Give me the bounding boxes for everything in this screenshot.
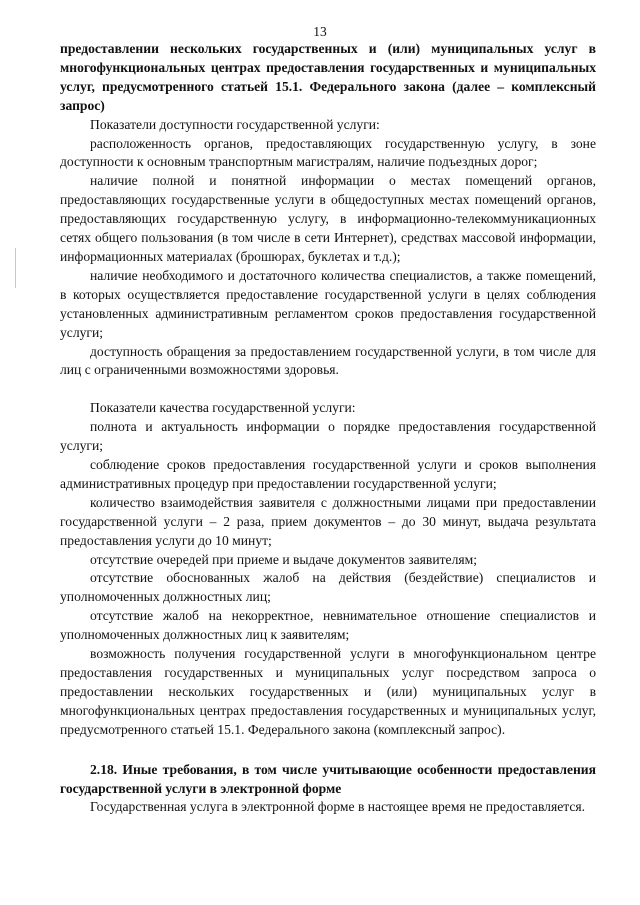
quality-item: отсутствие жалоб на некорректное, невнимательное отношение специалистов и уполномоченных должностных лиц к заявителям; [60, 608, 596, 643]
accessibility-heading: Показатели доступности государственной услуги: [90, 116, 380, 132]
quality-item: полнота и актуальность информации о порядке предоставления государственной услуги; [60, 419, 596, 454]
intro-paragraph: предоставлении нескольких государственных и (или) муниципальных услуг в многофункциональных центрах предоставления государственных и муниципальных услуг, предусмотренного статьей 15.1. Федерального закона (далее – комплексный запрос) [60, 41, 596, 113]
quality-item: соблюдение сроков предоставления государственной услуги и сроков выполнения административных процедур при предоставлении государственной услуги; [60, 457, 596, 491]
section-text: Государственная услуга в электронной форме в настоящее время не предоставляется. [90, 799, 586, 815]
quality-item: количество взаимодействия заявителя с должностными лицами при предоставлении государственной услуги – 2 раза, прием документов – до 30 минут, выдача результата предоставления услуги до 10 минут; [60, 494, 596, 548]
accessibility-item: наличие необходимого и достаточного количества специалистов, а также помещений, в которых осуществляется предоставление государственной услуги в целях соблюдения установленных административным регламентом сроков предоставления государственной услуги; [60, 267, 596, 340]
quality-item: отсутствие обоснованных жалоб на действия (бездействие) специалистов и уполномоченных должностных лиц; [60, 570, 596, 605]
page-number: 13 [313, 24, 327, 39]
scan-margin-mark [15, 248, 16, 288]
quality-item: возможность получения государственной услуги в многофункциональном центре предоставления государственных и муниципальных услуг посредством запроса о предоставлении нескольких государственных и (или) муниципальных услуг в многофункциональных центрах предоставления государственных и муниципальных услуг, предусмотренного статьей 15.1. Федерального закона (комплексный запрос). [60, 646, 596, 737]
accessibility-item: расположенность органов, предоставляющих государственную услугу, в зоне доступности к основным транспортным магистралям, наличие подъездных дорог; [60, 135, 596, 170]
section-heading: 2.18. Иные требования, в том числе учитывающие особенности предоставления государственной услуги в электронной форме [60, 761, 596, 796]
accessibility-item: доступность обращения за предоставлением государственной услуги, в том числе для лиц с ограниченными возможностями здоровья. [60, 343, 596, 378]
quality-heading: Показатели качества государственной услуги: [90, 400, 356, 416]
accessibility-item: наличие полной и понятной информации о местах помещений органов, предоставляющих государственные услуги в общедоступных местах помещений органов, предоставляющих государственную услугу, в информационно-телекоммуникационных сетях общего пользования (в том числе в сети Интернет), средствах массовой информации, информационных материалах (брошюрах, буклетах и т.д.); [60, 173, 596, 264]
quality-item: отсутствие очередей при приеме и выдаче документов заявителям; [90, 551, 477, 567]
document-body [60, 40, 596, 817]
